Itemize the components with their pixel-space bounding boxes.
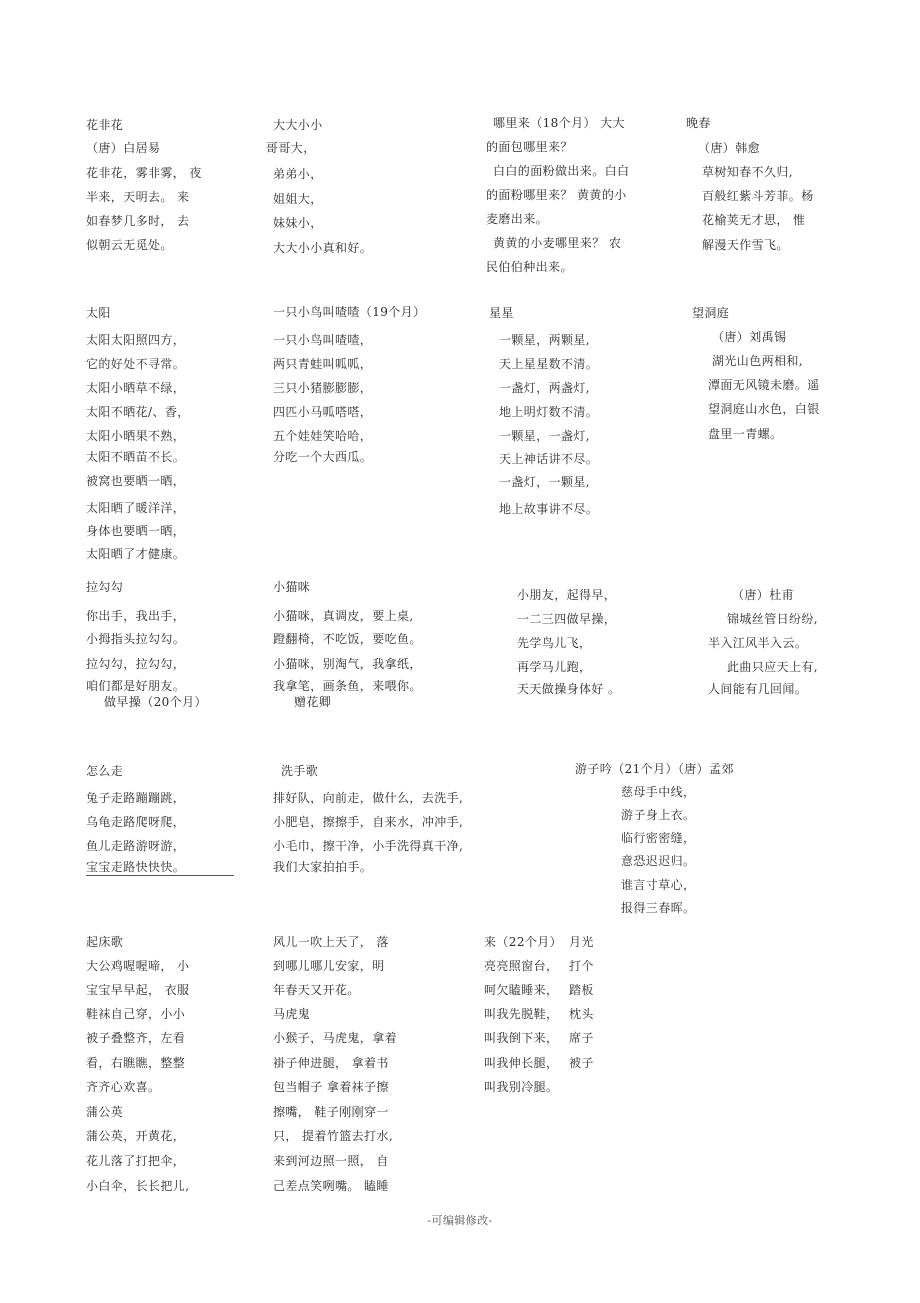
poem-line: 亮亮照窗台， xyxy=(484,959,559,973)
poem-line: 妹妹小， xyxy=(273,216,323,230)
poem-line: 望洞庭山水色，白银 xyxy=(708,402,820,416)
poem-line: 擦嘴， 鞋子刚刚穿一 xyxy=(273,1105,389,1119)
poem-line: 褂子伸进腿， 拿着书 xyxy=(273,1056,389,1070)
poem-line: 黄黄的小麦哪里来？ 农 xyxy=(493,236,622,250)
poem-line: 的面粉哪里来？ 黄黄的小 xyxy=(486,188,627,202)
poem-title: 起床歌 xyxy=(86,935,124,949)
section-heading: 赠花卿 xyxy=(294,695,332,709)
poem-line: 四匹小马呱嗒嗒， xyxy=(273,405,373,419)
poem-line: 人间能有几回闻。 xyxy=(708,682,808,696)
poem-line: 年春天又开花。 xyxy=(273,983,360,997)
poem-line: 百般红紫斗芳菲。杨 xyxy=(702,189,814,203)
poem-line: 小肥皂，擦擦手，自来水，冲冲手, xyxy=(273,815,464,829)
poem-line: 乌龟走路爬呀爬， xyxy=(86,815,186,829)
poem-line: 它的好处不寻常。 xyxy=(86,357,186,371)
poem-line: 太阳不晒花/、香， xyxy=(86,405,190,419)
poem-line: 叫我伸长腿， xyxy=(484,1056,559,1070)
poem-line: 意恐迟迟归。 xyxy=(621,854,696,868)
poem-line: 蒲公英，开黄花， xyxy=(86,1129,186,1143)
poem-line: 叫我先脱鞋， xyxy=(484,1007,559,1021)
poem-title: 蒲公英 xyxy=(86,1105,124,1119)
poem-line: 湖光山色两相和, xyxy=(712,354,804,368)
poem-author: （唐）刘禹锡 xyxy=(712,330,787,344)
poem-line: 白白的面粉做出来。白白 xyxy=(493,164,630,178)
poem-line: 小毛巾，擦干净，小手洗得真干净, xyxy=(273,839,464,853)
underline-divider xyxy=(86,875,234,876)
poem-line: 天上星星数不清。 xyxy=(499,357,599,371)
poem-line: 花榆荚无才思， 惟 xyxy=(702,213,806,227)
poem-line: 太阳小晒果不熟， xyxy=(86,429,186,443)
poem-line: 小猫咪，别淘气，我拿纸， xyxy=(273,657,422,671)
poem-line: 一颗星，两颗星, xyxy=(499,333,591,347)
poem-line: 再学马儿跑， xyxy=(517,660,592,674)
poem-title: 哪里来（18个月） 大大 xyxy=(493,116,625,130)
poem-line: 一只小鸟叫喳喳， xyxy=(273,333,373,347)
poem-line: 慈母手中线， xyxy=(621,785,696,799)
poem-title: 星星 xyxy=(489,306,514,320)
page-footer: -可编辑修改- xyxy=(427,1214,493,1227)
poem-line: 小猴子，马虎鬼，拿着 xyxy=(273,1031,398,1045)
poem-title: 拉勾勾 xyxy=(86,580,124,594)
poem-line: 只， 提着竹篮去打水, xyxy=(273,1129,394,1143)
poem-line: 呵欠瞌睡来， xyxy=(484,983,559,997)
poem-line: 草树知春不久归, xyxy=(702,165,794,179)
poem-line: 鱼儿走路游呀游， xyxy=(86,839,186,853)
poem-line: 临行密密缝， xyxy=(621,831,696,845)
poem-line: 花儿落了打把伞， xyxy=(86,1154,186,1168)
poem-line-fragment: 枕头 xyxy=(569,1007,594,1021)
poem-line: 身体也要晒一晒， xyxy=(86,524,186,538)
poem-line: 鞋袜自己穿，小小 xyxy=(86,1007,186,1021)
poem-line: 的面包哪里来？ xyxy=(486,140,573,154)
poem-line: 谁言寸草心， xyxy=(621,878,696,892)
poem-line: 宝宝早早起， 衣服 xyxy=(86,983,190,997)
poem-line: 小拇指头拉勾勾。 xyxy=(86,632,186,646)
poem-line: 游子身上衣。 xyxy=(621,808,696,822)
poem-title: 花非花 xyxy=(86,118,124,132)
poem-line: 叫我倒下来， xyxy=(484,1031,559,1045)
poem-title: 洗手歌 xyxy=(281,764,319,778)
section-heading: 做早操（20个月） xyxy=(104,695,207,709)
poem-line: 潭面无风镜未磨。遥 xyxy=(708,378,820,392)
poem-line-fragment: 打个 xyxy=(569,959,594,973)
poem-title: 晚春 xyxy=(686,116,711,130)
poem-line: 小猫咪，真调皮，要上桌, xyxy=(273,609,414,623)
poem-line: 大公鸡喔喔啼， 小 xyxy=(86,959,190,973)
poem-line: 太阳晒了才健康。 xyxy=(86,547,186,561)
poem-line-fragment: 席子 xyxy=(569,1031,594,1045)
poem-line: 地上故事讲不尽。 xyxy=(499,502,599,516)
poem-author: （唐）韩愈 xyxy=(698,141,761,155)
poem-line: 来到河边照一照， 自 xyxy=(273,1154,389,1168)
poem-line: 被子叠整齐，左看 xyxy=(86,1031,186,1045)
poem-line: 大大小小真和好。 xyxy=(273,241,373,255)
poem-line: 小朋友，起得早， xyxy=(517,588,617,602)
poem-title: 怎么走 xyxy=(86,764,124,778)
poem-line-fragment: 月光 xyxy=(569,935,594,949)
poem-line: 包当帽子 拿着袜子擦 xyxy=(273,1080,389,1094)
poem-line: 被窝也要晒一晒， xyxy=(86,474,186,488)
poem-line: 此曲只应天上有, xyxy=(727,660,819,674)
poem-line: 兔子走路蹦蹦跳， xyxy=(86,791,186,805)
poem-line: 我拿笔，画条鱼，来喂你。 xyxy=(273,679,422,693)
poem-line: 五个娃娃笑哈哈， xyxy=(273,429,373,443)
poem-title: 望洞庭 xyxy=(692,306,730,320)
poem-author: （唐）杜甫 xyxy=(732,588,795,602)
poem-line-fragment: 被子 xyxy=(569,1056,594,1070)
poem-line: 宝宝走路快快快。 xyxy=(86,860,186,874)
poem-line: 太阳小晒草不绿， xyxy=(86,381,186,395)
poem-line: 到哪儿哪儿安家，明 xyxy=(273,959,385,973)
poem-line: 一盏灯，两盏灯, xyxy=(499,381,591,395)
poem-line: 解漫天作雪飞。 xyxy=(702,238,789,252)
poem-line: 小白伞，长长把儿, xyxy=(86,1179,190,1193)
poem-line: 一盏灯，一颗星, xyxy=(499,475,591,489)
poem-line: 如春梦几多时， 去 xyxy=(86,214,190,228)
poem-line: 你出手，我出手， xyxy=(86,609,186,623)
poem-line: 太阳太阳照四方， xyxy=(86,333,186,347)
poem-line: 太阳晒了暖洋洋， xyxy=(86,501,186,515)
poem-line: 半来，天明去。 来 xyxy=(86,190,190,204)
poem-line: 哥哥大， xyxy=(266,141,316,155)
poem-line: 己差点笑咧嘴。 瞌睡 xyxy=(273,1179,389,1193)
poem-line: 一颗星，一盏灯, xyxy=(499,429,591,443)
poem-line: 锦城丝管日纷纷, xyxy=(727,612,819,626)
poem-line: 我们大家拍拍手。 xyxy=(273,860,373,874)
poem-line: 地上明灯数不清。 xyxy=(499,405,599,419)
poem-line: 齐齐心欢喜。 xyxy=(86,1080,161,1094)
poem-title: 大大小小 xyxy=(273,118,323,132)
poem-line: 姐姐大， xyxy=(273,192,323,206)
poem-line: 一二三四做早操， xyxy=(517,612,617,626)
poem-title: 太阳 xyxy=(86,306,111,320)
poem-line: 拉勾勾，拉勾勾， xyxy=(86,657,186,671)
poem-line: 报得三春晖。 xyxy=(621,901,696,915)
poem-line: 天天做操身体好 。 xyxy=(517,682,621,696)
poem-line: 排好队，向前走，做什么，去洗手, xyxy=(273,791,464,805)
poem-line: 花非花，雾非雾， 夜 xyxy=(86,166,202,180)
poem-title: 一只小鸟叫喳喳（19个月） xyxy=(273,305,426,319)
poem-author: （唐）白居易 xyxy=(86,141,161,155)
poem-title: 马虎鬼 xyxy=(273,1007,311,1021)
poem-line-fragment: 踏板 xyxy=(569,983,594,997)
poem-title: 来（22个月） xyxy=(484,935,563,949)
poem-line: 麦磨出来。 xyxy=(486,212,549,226)
poem-line: 风儿一吹上天了， 落 xyxy=(273,935,389,949)
poem-line: 三只小猪膨膨膨， xyxy=(273,381,373,395)
poem-line: 盘里一青螺。 xyxy=(708,427,783,441)
poem-line: 先学鸟儿飞， xyxy=(517,636,592,650)
poem-line: 太阳不晒苗不长。 xyxy=(86,450,186,464)
poem-line: 蹬翻椅，不吃饭，要吃鱼。 xyxy=(273,632,422,646)
poem-title: 游子吟（21个月）（唐）孟郊 xyxy=(575,762,734,776)
poem-title: 小猫咪 xyxy=(273,580,311,594)
poem-line: 两只青蛙叫呱呱， xyxy=(273,357,373,371)
poem-line: 天上神话讲不尽。 xyxy=(499,452,599,466)
poem-line: 民伯伯种出来。 xyxy=(486,260,573,274)
poem-line: 咱们都是好朋友。 xyxy=(86,679,186,693)
poem-line: 看，右瞧瞧，整整 xyxy=(86,1056,186,1070)
poem-line: 弟弟小， xyxy=(273,167,323,181)
poem-line: 半入江风半入云。 xyxy=(708,636,808,650)
poem-line: 分吃一个大西瓜。 xyxy=(273,450,373,464)
poem-line: 似朝云无觅处。 xyxy=(86,238,173,252)
poem-line: 叫我别冷腿。 xyxy=(484,1080,559,1094)
